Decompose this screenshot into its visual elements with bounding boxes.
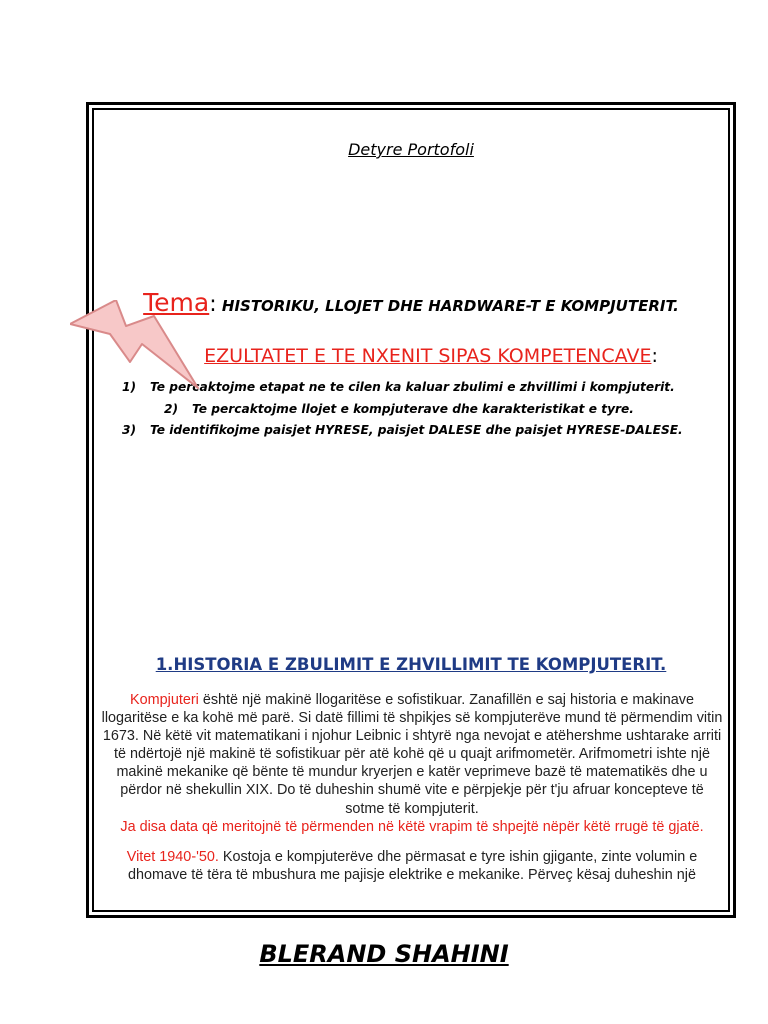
results-heading-text: EZULTATET E TE NXENIT SIPAS KOMPETENCAVE — [204, 345, 652, 367]
document-title: Detyre Portofoli — [348, 140, 474, 159]
lightning-bolt-icon — [70, 300, 200, 390]
tema-text: HISTORIKU, LLOJET DHE HARDWARE-T E KOMPJUTERIT — [221, 297, 674, 315]
results-colon: : — [651, 345, 658, 367]
tema-period: . — [673, 297, 679, 315]
section-heading: 1.HISTORIA E ZBULIMIT E ZHVILLIMIT TE KOMPJUTERIT. — [155, 655, 667, 674]
tema-colon: : — [209, 292, 217, 317]
objective-3 — [122, 423, 683, 437]
objective-text: Te identifikojme paisjet HYRESE, paisjet DALESE dhe paisjet HYRESE-DALESE. — [150, 423, 683, 437]
paragraph-3 — [100, 848, 724, 884]
author-name: BLERAND SHAHINI — [259, 940, 509, 968]
body-text — [100, 691, 724, 884]
page-border-inner — [92, 108, 730, 912]
tema-label: Tema — [143, 288, 210, 317]
objective-number: 1) — [122, 380, 137, 394]
objective-number: 3) — [122, 423, 137, 437]
results-heading — [134, 345, 728, 367]
objective-text: Te percaktojme etapat ne te cilen ka kaluar zbulimi e zhvillimi i kompjuterit. — [150, 380, 675, 394]
paragraph-3-lead: Vitet 1940-'50. — [126, 848, 219, 865]
paragraph-2: Ja disa data që meritojnë të përmenden në këtë vrapim të shpejtë nëpër këtë rrugë të gjatë. — [120, 818, 704, 835]
paragraph-1-text: është një makinë llogaritëse e sofistikuar. Zanafillën e saj historia e makinave llogaritëse e ka kohë më parë. Si datë fillimi të shpikjes së kompjuterëve mund të përmendim vitin 1673. Në këtë vit matematikani i njohur Leibnic i shtyrë nga nevojat e atëhershme ushtarake arriti të ndërtojë një makinë të sofistikuar për atë kohë që u quajt arifmometër. Arifmometri ishte një makinë mekanike që bënte të mundur kryerjen e katër veprimeve bazë të matematikës dhe u përdor në shekullin XIX. Do të duheshin shumë vite e përpjekje për t'ju afruar koncepteve të sotme të kompjuterit. — [101, 692, 723, 817]
paragraph-1-lead: Kompjuteri — [130, 692, 199, 708]
page-border-outer — [86, 102, 736, 918]
paragraph-3-text: Kostoja e kompjuterëve dhe përmasat e tyre ishin gjigante, zinte volumin e dhomave të tëra të mbushura me pajisje elektrike e mekanike. Përveç kësaj duheshin një — [128, 848, 698, 883]
objective-text: Te percaktojme llojet e kompjuterave dhe karakteristikat e tyre. — [192, 402, 634, 416]
objective-2 — [164, 402, 634, 416]
objective-1 — [122, 380, 675, 394]
objective-number: 2) — [164, 402, 179, 416]
paragraph-1 — [100, 691, 724, 818]
